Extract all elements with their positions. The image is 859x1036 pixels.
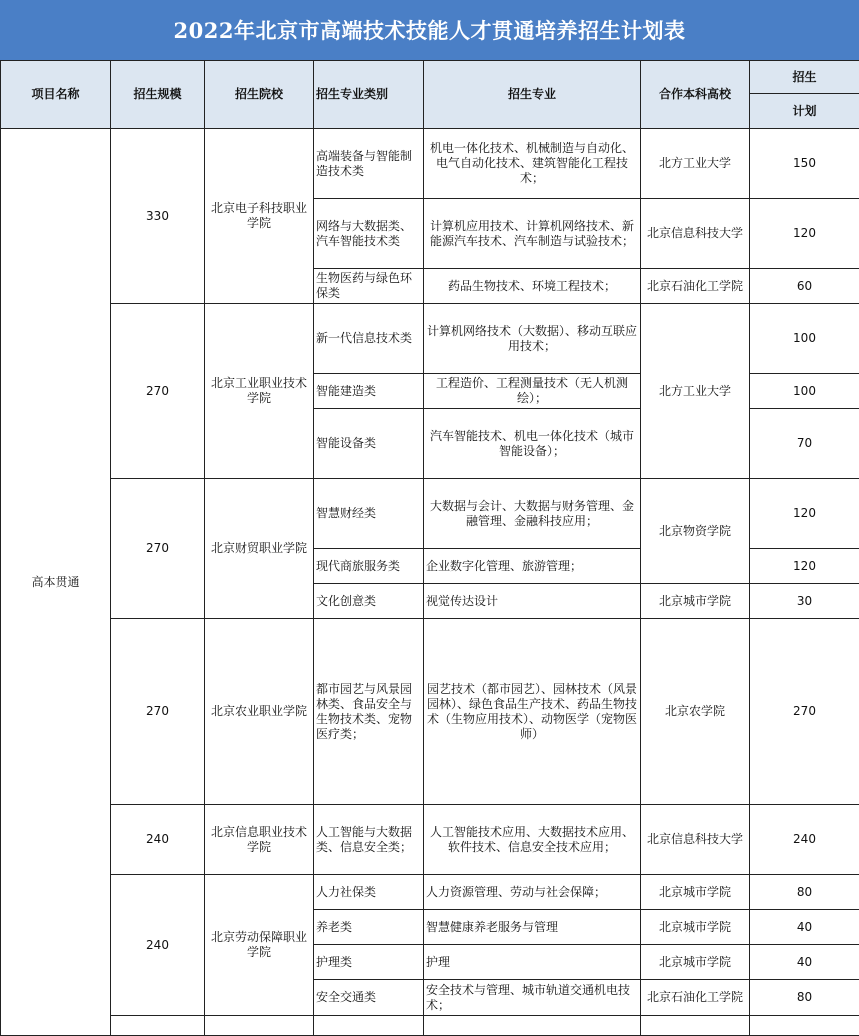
partner-cell: 北京城市学院 [641, 945, 750, 980]
category-cell: 人工智能与大数据类、信息安全类； [314, 805, 424, 875]
scale-cell: 330 [111, 129, 205, 304]
plan-cell: 120 [750, 549, 859, 584]
scale-cell: 270 [111, 304, 205, 479]
plan-cell: 100 [750, 304, 859, 374]
plan-cell: 100 [750, 374, 859, 409]
partner-cell: 北京信息科技大学 [641, 199, 750, 269]
majors-cell: 企业数字化管理、旅游管理； [424, 549, 641, 584]
header-scale: 招生规模 [111, 61, 205, 129]
project-name-cell: 高本贯通 [1, 129, 111, 1036]
empty-cell [641, 1016, 750, 1036]
empty-cell [424, 1016, 641, 1036]
table-row [1, 1016, 859, 1036]
partner-cell: 北方工业大学 [641, 304, 750, 479]
header-plan-bottom: 计划 [750, 94, 859, 129]
partner-cell: 北京信息科技大学 [641, 805, 750, 875]
category-cell: 智能建造类 [314, 374, 424, 409]
header-school: 招生院校 [205, 61, 314, 129]
school-cell: 北京劳动保障职业学院 [205, 875, 314, 1016]
majors-cell: 工程造价、工程测量技术（无人机测绘）； [424, 374, 641, 409]
majors-cell: 园艺技术（都市园艺）、园林技术（风景园林）、绿色食品生产技术、药品生物技术（生物应用技术）、动物医学（宠物医师） [424, 619, 641, 805]
table-row [1, 479, 859, 549]
category-cell: 智能设备类 [314, 409, 424, 479]
partner-cell: 北京城市学院 [641, 910, 750, 945]
partner-cell: 北京农学院 [641, 619, 750, 805]
category-cell: 高端装备与智能制造技术类 [314, 129, 424, 199]
school-cell: 北京财贸职业学院 [205, 479, 314, 619]
scale-cell: 270 [111, 479, 205, 619]
category-cell: 养老类 [314, 910, 424, 945]
plan-cell: 40 [750, 910, 859, 945]
majors-cell: 护理 [424, 945, 641, 980]
plan-cell: 60 [750, 269, 859, 304]
partner-cell: 北京城市学院 [641, 584, 750, 619]
partner-cell: 北京石油化工学院 [641, 980, 750, 1016]
empty-cell [750, 1016, 859, 1036]
majors-cell: 人工智能技术应用、大数据技术应用、软件技术、信息安全技术应用； [424, 805, 641, 875]
partner-cell: 北京石油化工学院 [641, 269, 750, 304]
empty-cell [205, 1016, 314, 1036]
header-plan-top: 招生 [750, 61, 859, 94]
enrollment-plan-table [0, 60, 859, 1036]
table-row [1, 805, 859, 875]
school-cell: 北京信息职业技术学院 [205, 805, 314, 875]
majors-cell: 视觉传达设计 [424, 584, 641, 619]
empty-cell [111, 1016, 205, 1036]
majors-cell: 安全技术与管理、城市轨道交通机电技术； [424, 980, 641, 1016]
partner-cell: 北京城市学院 [641, 875, 750, 910]
category-cell: 现代商旅服务类 [314, 549, 424, 584]
plan-cell: 80 [750, 980, 859, 1016]
table-row [1, 619, 859, 805]
plan-cell: 120 [750, 479, 859, 549]
header-majors: 招生专业 [424, 61, 641, 129]
partner-cell: 北京物资学院 [641, 479, 750, 584]
header-category: 招生专业类别 [314, 61, 424, 129]
category-cell: 新一代信息技术类 [314, 304, 424, 374]
table-row [1, 129, 859, 199]
majors-cell: 计算机网络技术（大数据）、移动互联应用技术； [424, 304, 641, 374]
category-cell: 安全交通类 [314, 980, 424, 1016]
category-cell: 生物医药与绿色环保类 [314, 269, 424, 304]
plan-cell: 80 [750, 875, 859, 910]
category-cell: 文化创意类 [314, 584, 424, 619]
majors-cell: 机电一体化技术、机械制造与自动化、电气自动化技术、建筑智能化工程技术； [424, 129, 641, 199]
table-row [1, 304, 859, 374]
plan-cell: 240 [750, 805, 859, 875]
majors-cell: 大数据与会计、大数据与财务管理、金融管理、金融科技应用； [424, 479, 641, 549]
plan-cell: 150 [750, 129, 859, 199]
majors-cell: 药品生物技术、环境工程技术； [424, 269, 641, 304]
majors-cell: 汽车智能技术、机电一体化技术（城市智能设备）； [424, 409, 641, 479]
plan-cell: 40 [750, 945, 859, 980]
header-project-name: 项目名称 [1, 61, 111, 129]
school-cell: 北京工业职业技术学院 [205, 304, 314, 479]
category-cell: 都市园艺与风景园林类、食品安全与生物技术类、宠物医疗类； [314, 619, 424, 805]
plan-cell: 120 [750, 199, 859, 269]
scale-cell: 270 [111, 619, 205, 805]
empty-cell [314, 1016, 424, 1036]
plan-cell: 70 [750, 409, 859, 479]
majors-cell: 智慧健康养老服务与管理 [424, 910, 641, 945]
category-cell: 网络与大数据类、汽车智能技术类 [314, 199, 424, 269]
school-cell: 北京农业职业学院 [205, 619, 314, 805]
plan-cell: 30 [750, 584, 859, 619]
page-title: 2022年北京市高端技术技能人才贯通培养招生计划表 [0, 0, 859, 60]
category-cell: 护理类 [314, 945, 424, 980]
school-cell: 北京电子科技职业学院 [205, 129, 314, 304]
category-cell: 智慧财经类 [314, 479, 424, 549]
majors-cell: 人力资源管理、劳动与社会保障； [424, 875, 641, 910]
table-row [1, 875, 859, 910]
scale-cell: 240 [111, 875, 205, 1016]
header-partner: 合作本科高校 [641, 61, 750, 129]
majors-cell: 计算机应用技术、计算机网络技术、新能源汽车技术、汽车制造与试验技术； [424, 199, 641, 269]
scale-cell: 240 [111, 805, 205, 875]
plan-cell: 270 [750, 619, 859, 805]
partner-cell: 北方工业大学 [641, 129, 750, 199]
category-cell: 人力社保类 [314, 875, 424, 910]
